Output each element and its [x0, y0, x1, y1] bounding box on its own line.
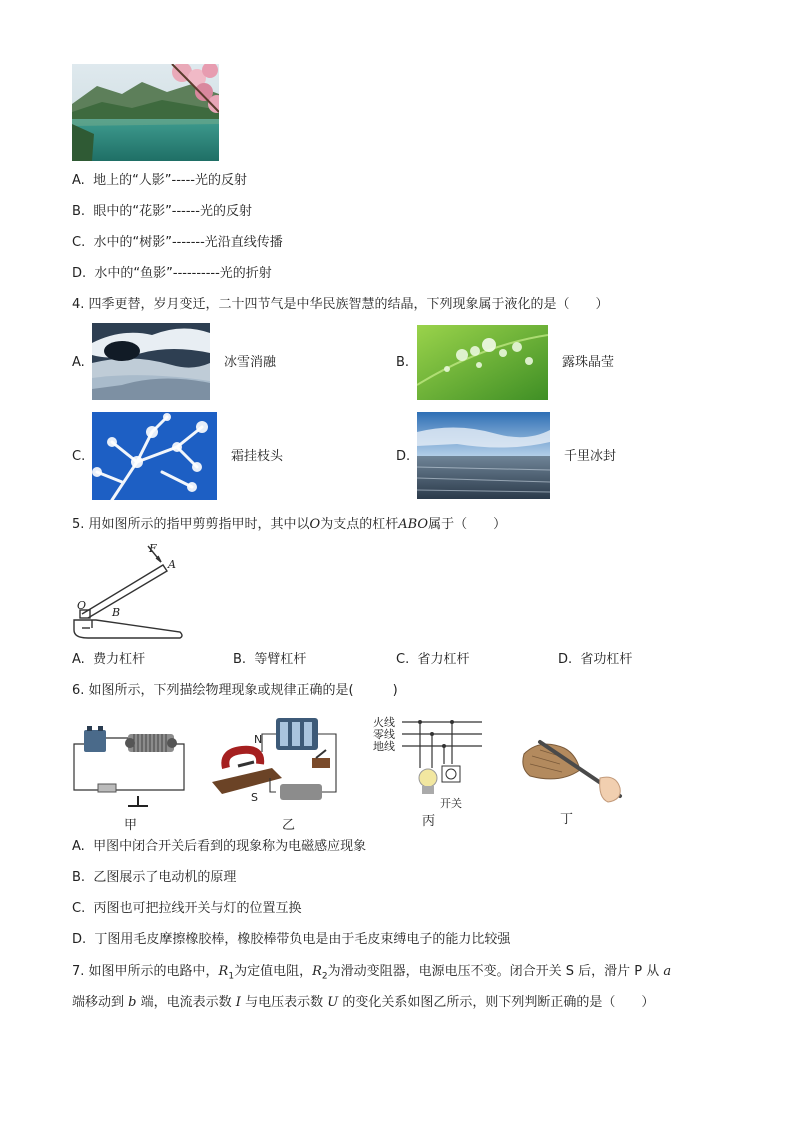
q5-option-d	[558, 651, 632, 669]
force-label: F	[149, 542, 157, 555]
pole-n-label: N	[254, 733, 263, 746]
lever-label: ABO	[398, 517, 429, 532]
switch-label: 开关	[440, 797, 462, 810]
frozen-lake-photo	[417, 412, 550, 499]
text-segment: 7. 如图甲所示的电路中，	[72, 964, 219, 979]
q6-option-a	[72, 838, 366, 856]
q4-option-b-text: 露珠晶莹	[562, 355, 615, 370]
nail-clipper-diagram	[68, 540, 188, 644]
q5-option-a	[72, 651, 145, 669]
figure-jia-electromagnet-circuit	[70, 720, 190, 812]
q6-stem: 6. 如图所示，下列描绘物理现象或规律正确的是( )	[72, 683, 398, 698]
option-letter: C.	[396, 652, 410, 667]
option-text: 眼中的“花影”------光的反射	[93, 204, 252, 219]
r1-subscript: 1	[228, 971, 235, 982]
option-letter: C.	[72, 235, 86, 250]
dew-drops-photo	[417, 325, 548, 400]
text-segment: 为定值电阻，	[234, 964, 313, 979]
q5-stem-mid: 为支点的杠杆	[320, 517, 399, 532]
r2-symbol: R	[312, 964, 322, 979]
q5-stem-pre: 5. 用如图所示的指甲剪剪指甲时，其中以	[72, 517, 310, 532]
lake-photo	[72, 64, 219, 161]
current-symbol: I	[235, 995, 241, 1010]
option-letter: A.	[72, 173, 85, 188]
r1-symbol: R	[218, 964, 229, 979]
q4-option-c-text: 霜挂枝头	[231, 449, 284, 464]
figure-yi-generator-setup	[212, 712, 344, 808]
q4-option-b-letter: B.	[396, 355, 410, 370]
figure-ding-label: 丁	[560, 812, 574, 827]
option-text: 等臂杠杆	[254, 652, 307, 667]
option-letter: D.	[72, 932, 87, 947]
r2-subscript: 2	[321, 971, 328, 982]
end-b-symbol: b	[128, 995, 137, 1010]
voltage-symbol: U	[327, 995, 339, 1010]
option-text: 乙图展示了电动机的原理	[93, 870, 237, 885]
option-letter: B.	[233, 652, 247, 667]
option-text: 费力杠杆	[93, 652, 146, 667]
q5-stem	[72, 516, 506, 534]
ground-wire-label: 地线	[373, 740, 395, 753]
option-text: 丁图用毛皮摩擦橡胶棒，橡胶棒带负电是由于毛皮束缚电子的能力比较强	[94, 932, 511, 947]
option-text: 省功杠杆	[580, 652, 633, 667]
q6-option-b	[72, 869, 236, 887]
q3-option-d	[72, 265, 272, 283]
option-text: 水中的“鱼影”----------光的折射	[94, 266, 272, 281]
option-text: 水中的“树影”-------光沿直线传播	[93, 235, 283, 250]
figure-jia-label: 甲	[124, 818, 138, 833]
q3-option-c	[72, 234, 283, 252]
neutral-wire-label: 零线	[373, 728, 395, 741]
figure-bing-household-wiring	[370, 712, 484, 810]
live-wire-label: 火线	[373, 716, 395, 729]
point-o-label: O	[77, 599, 87, 612]
q4-option-a-letter: A.	[72, 355, 85, 370]
q5-option-b	[233, 651, 306, 669]
option-text: 丙图也可把拉线开关与灯的位置互换	[93, 901, 302, 916]
q4-option-c-letter: C.	[72, 449, 86, 464]
q7-stem-line-2	[72, 994, 654, 1012]
q6-option-d	[72, 931, 510, 949]
pivot-label: O	[309, 517, 321, 532]
q3-option-b	[72, 203, 252, 221]
figure-ding-fur-rubbing-rod	[520, 734, 624, 806]
option-text: 省力杠杆	[417, 652, 470, 667]
q4-option-a-text: 冰雪消融	[224, 355, 277, 370]
option-letter: A.	[72, 839, 85, 854]
q5-option-c	[396, 651, 470, 669]
frost-branches-photo	[92, 412, 217, 500]
option-letter: D.	[558, 652, 573, 667]
option-letter: D.	[72, 266, 87, 281]
text-segment: 为滑动变阻器，电源电压不变。闭合开关 S 后，滑片 P 从	[327, 964, 660, 979]
q4-option-d-text: 千里冰封	[564, 449, 617, 464]
text-segment: 端移动到	[72, 995, 125, 1010]
q6-option-c	[72, 900, 302, 918]
point-a-label: A	[168, 558, 176, 571]
figure-yi-label: 乙	[282, 818, 296, 833]
option-letter: B.	[72, 870, 86, 885]
q5-stem-post: 属于（ ）	[428, 517, 507, 532]
q4-stem: 4. 四季更替，岁月变迁，二十四节气是中华民族智慧的结晶，下列现象属于液化的是（ ）	[72, 297, 609, 312]
figure-bing-label: 丙	[422, 814, 436, 829]
option-letter: B.	[72, 204, 86, 219]
ice-melting-photo	[92, 323, 210, 400]
text-segment: 与电压表示数	[245, 995, 324, 1010]
q3-option-a	[72, 172, 247, 190]
pole-s-label: S	[251, 791, 258, 804]
text-segment: 的变化关系如图乙所示，则下列判断正确的是（ ）	[342, 995, 655, 1010]
end-a-symbol: a	[663, 964, 672, 979]
option-letter: A.	[72, 652, 85, 667]
q7-stem-line-1	[72, 963, 671, 986]
point-b-label: B	[112, 606, 121, 619]
option-letter: C.	[72, 901, 86, 916]
q4-option-d-letter: D.	[396, 449, 411, 464]
text-segment: 端，电流表示数	[140, 995, 232, 1010]
option-text: 地上的“人影”-----光的反射	[93, 173, 247, 188]
option-text: 甲图中闭合开关后看到的现象称为电磁感应现象	[93, 839, 367, 854]
